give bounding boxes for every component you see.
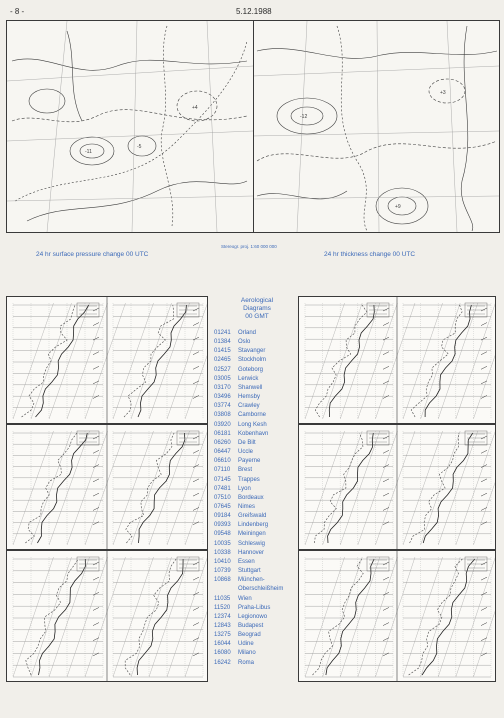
aerological-legend bbox=[214, 297, 300, 668]
station-name: München- bbox=[238, 577, 265, 584]
aerological-panel-left-3 bbox=[6, 550, 208, 682]
aerological-panel-right-3 bbox=[298, 550, 496, 682]
station-row bbox=[214, 659, 300, 668]
station-name: Oslo bbox=[238, 339, 251, 346]
pressure-thickness-maps bbox=[6, 20, 500, 233]
station-name: Meiningen bbox=[238, 531, 266, 538]
station-code: 09393 bbox=[214, 522, 231, 529]
aerological-diagram bbox=[7, 425, 207, 549]
station-code: 03170 bbox=[214, 384, 231, 391]
station-name: Long Kesh bbox=[238, 421, 267, 428]
aerological-panel-left-1 bbox=[6, 296, 208, 424]
station-row bbox=[214, 512, 300, 521]
station-code: 06181 bbox=[214, 430, 231, 437]
station-name: Lyon bbox=[238, 485, 251, 492]
station-code: 11520 bbox=[214, 604, 231, 611]
station-code: 10739 bbox=[214, 568, 231, 575]
station-code: 01415 bbox=[214, 348, 231, 355]
station-row bbox=[214, 384, 300, 393]
station-name: Payerne bbox=[238, 458, 261, 465]
station-name: Lindenberg bbox=[238, 522, 269, 529]
station-row bbox=[214, 466, 300, 475]
svg-text:+9: +9 bbox=[395, 204, 401, 210]
station-row bbox=[214, 421, 300, 430]
svg-text:-12: -12 bbox=[300, 114, 308, 120]
station-code: 06447 bbox=[214, 449, 231, 456]
station-code: 03808 bbox=[214, 412, 231, 419]
station-name: Hannover bbox=[238, 549, 265, 556]
station-name: Udine bbox=[238, 641, 254, 648]
station-row bbox=[214, 494, 300, 503]
station-code: 02527 bbox=[214, 366, 231, 373]
station-row bbox=[214, 430, 300, 439]
station-name: Legionowo bbox=[238, 613, 268, 620]
station-name: De Bilt bbox=[238, 439, 256, 446]
station-code: 12374 bbox=[214, 613, 231, 620]
station-row bbox=[214, 457, 300, 466]
station-code: 03774 bbox=[214, 403, 231, 410]
left-map-caption: 24 hr surface pressure change 00 UTC bbox=[36, 251, 149, 258]
station-code: 03005 bbox=[214, 375, 231, 382]
station-name: Orland bbox=[238, 330, 257, 336]
station-code: 16080 bbox=[214, 650, 231, 657]
station-row bbox=[214, 530, 300, 539]
station-code: 10410 bbox=[214, 558, 231, 565]
station-name: Hemsby bbox=[238, 394, 261, 401]
map-divider bbox=[253, 21, 254, 232]
station-row bbox=[214, 595, 300, 604]
station-name: Greifswald bbox=[238, 513, 267, 520]
aerological-diagram bbox=[299, 425, 495, 549]
station-name: Stuttgart bbox=[238, 568, 261, 575]
station-name: Trappes bbox=[238, 476, 260, 483]
station-name: Goteborg bbox=[238, 366, 264, 373]
station-code: 16242 bbox=[214, 659, 231, 666]
aerological-diagram bbox=[7, 551, 207, 681]
station-code: 07110 bbox=[214, 467, 231, 474]
aerological-panel-right-1 bbox=[298, 296, 496, 424]
station-name: Bordeaux bbox=[238, 494, 264, 501]
station-code: 07481 bbox=[214, 485, 231, 492]
page-date: 5.12.1988 bbox=[236, 7, 272, 16]
station-name: Stavanger bbox=[238, 348, 266, 355]
station-code: 07145 bbox=[214, 476, 231, 483]
station-name: Lerwick bbox=[238, 375, 259, 382]
station-row bbox=[214, 338, 300, 347]
svg-text:-11: -11 bbox=[85, 149, 92, 155]
station-code: 06610 bbox=[214, 458, 231, 465]
station-name: Stockholm bbox=[238, 357, 267, 364]
station-list bbox=[214, 329, 300, 668]
station-row bbox=[214, 448, 300, 457]
aerological-panel-left-2 bbox=[6, 424, 208, 550]
aerological-panel-right-2 bbox=[298, 424, 496, 550]
station-code: 09548 bbox=[214, 531, 231, 538]
station-row bbox=[214, 640, 300, 649]
station-name: Oberschleißheim bbox=[238, 586, 284, 593]
station-row bbox=[214, 485, 300, 494]
station-name: Praha-Libus bbox=[238, 604, 271, 611]
station-name: Essen bbox=[238, 558, 255, 565]
station-name: Crawley bbox=[238, 403, 260, 410]
svg-text:-5: -5 bbox=[137, 144, 142, 150]
station-row bbox=[214, 402, 300, 411]
station-row bbox=[214, 439, 300, 448]
station-code: 03496 bbox=[214, 394, 231, 401]
station-row bbox=[214, 613, 300, 622]
station-row bbox=[214, 567, 300, 576]
station-code: 10035 bbox=[214, 540, 231, 547]
station-name: Camborne bbox=[238, 412, 267, 419]
station-row bbox=[214, 503, 300, 512]
station-code: 07645 bbox=[214, 503, 231, 510]
svg-text:+4: +4 bbox=[192, 105, 198, 111]
right-map-caption: 24 hr thickness change 00 UTC bbox=[324, 251, 416, 258]
station-code: 11035 bbox=[214, 595, 231, 602]
aerological-diagram bbox=[7, 297, 207, 423]
station-code: 07510 bbox=[214, 494, 231, 501]
svg-text:+3: +3 bbox=[440, 90, 446, 96]
station-code: 09184 bbox=[214, 513, 231, 520]
station-row bbox=[214, 375, 300, 384]
page-number: - 8 - bbox=[10, 7, 25, 16]
station-row bbox=[214, 329, 300, 338]
station-name: Shanwell bbox=[238, 384, 263, 391]
station-code: 02465 bbox=[214, 357, 231, 364]
station-code: 16044 bbox=[214, 641, 231, 648]
station-row bbox=[214, 476, 300, 485]
station-code: 01384 bbox=[214, 339, 231, 346]
station-row bbox=[214, 585, 300, 594]
station-name: Schleswig bbox=[238, 540, 266, 547]
station-name: Wien bbox=[238, 595, 252, 602]
station-code: 10868 bbox=[214, 577, 231, 584]
station-code: 06260 bbox=[214, 439, 231, 446]
station-row bbox=[214, 393, 300, 402]
station-name: Uccle bbox=[238, 449, 254, 456]
station-row bbox=[214, 366, 300, 375]
station-row bbox=[214, 540, 300, 549]
station-name: Nimes bbox=[238, 503, 256, 510]
station-row bbox=[214, 631, 300, 640]
station-row bbox=[214, 622, 300, 631]
station-code: 13275 bbox=[214, 632, 231, 639]
station-name: Budapest bbox=[238, 623, 264, 629]
station-row bbox=[214, 576, 300, 585]
station-row bbox=[214, 604, 300, 613]
station-row bbox=[214, 558, 300, 567]
station-code: 12843 bbox=[214, 623, 231, 629]
station-name: Kobenhavn bbox=[238, 430, 269, 437]
station-code bbox=[214, 585, 238, 594]
legend-title: Aerological Diagrams 00 GMT bbox=[240, 297, 274, 320]
station-code: 01241 bbox=[214, 330, 231, 336]
station-row bbox=[214, 521, 300, 530]
aerological-diagram bbox=[299, 551, 495, 681]
station-row bbox=[214, 347, 300, 356]
station-name: Brest bbox=[238, 467, 253, 474]
station-row bbox=[214, 356, 300, 365]
station-name: Milano bbox=[238, 650, 256, 657]
aerological-diagram bbox=[299, 297, 495, 423]
projection-note: Stereogr. proj. 1:60 000 000 bbox=[221, 244, 277, 249]
station-row bbox=[214, 649, 300, 658]
station-code: 10338 bbox=[214, 549, 231, 556]
station-row bbox=[214, 411, 300, 420]
station-code: 03920 bbox=[214, 421, 231, 428]
station-name: Beograd bbox=[238, 632, 261, 639]
station-row bbox=[214, 549, 300, 558]
station-name: Roma bbox=[238, 659, 255, 666]
